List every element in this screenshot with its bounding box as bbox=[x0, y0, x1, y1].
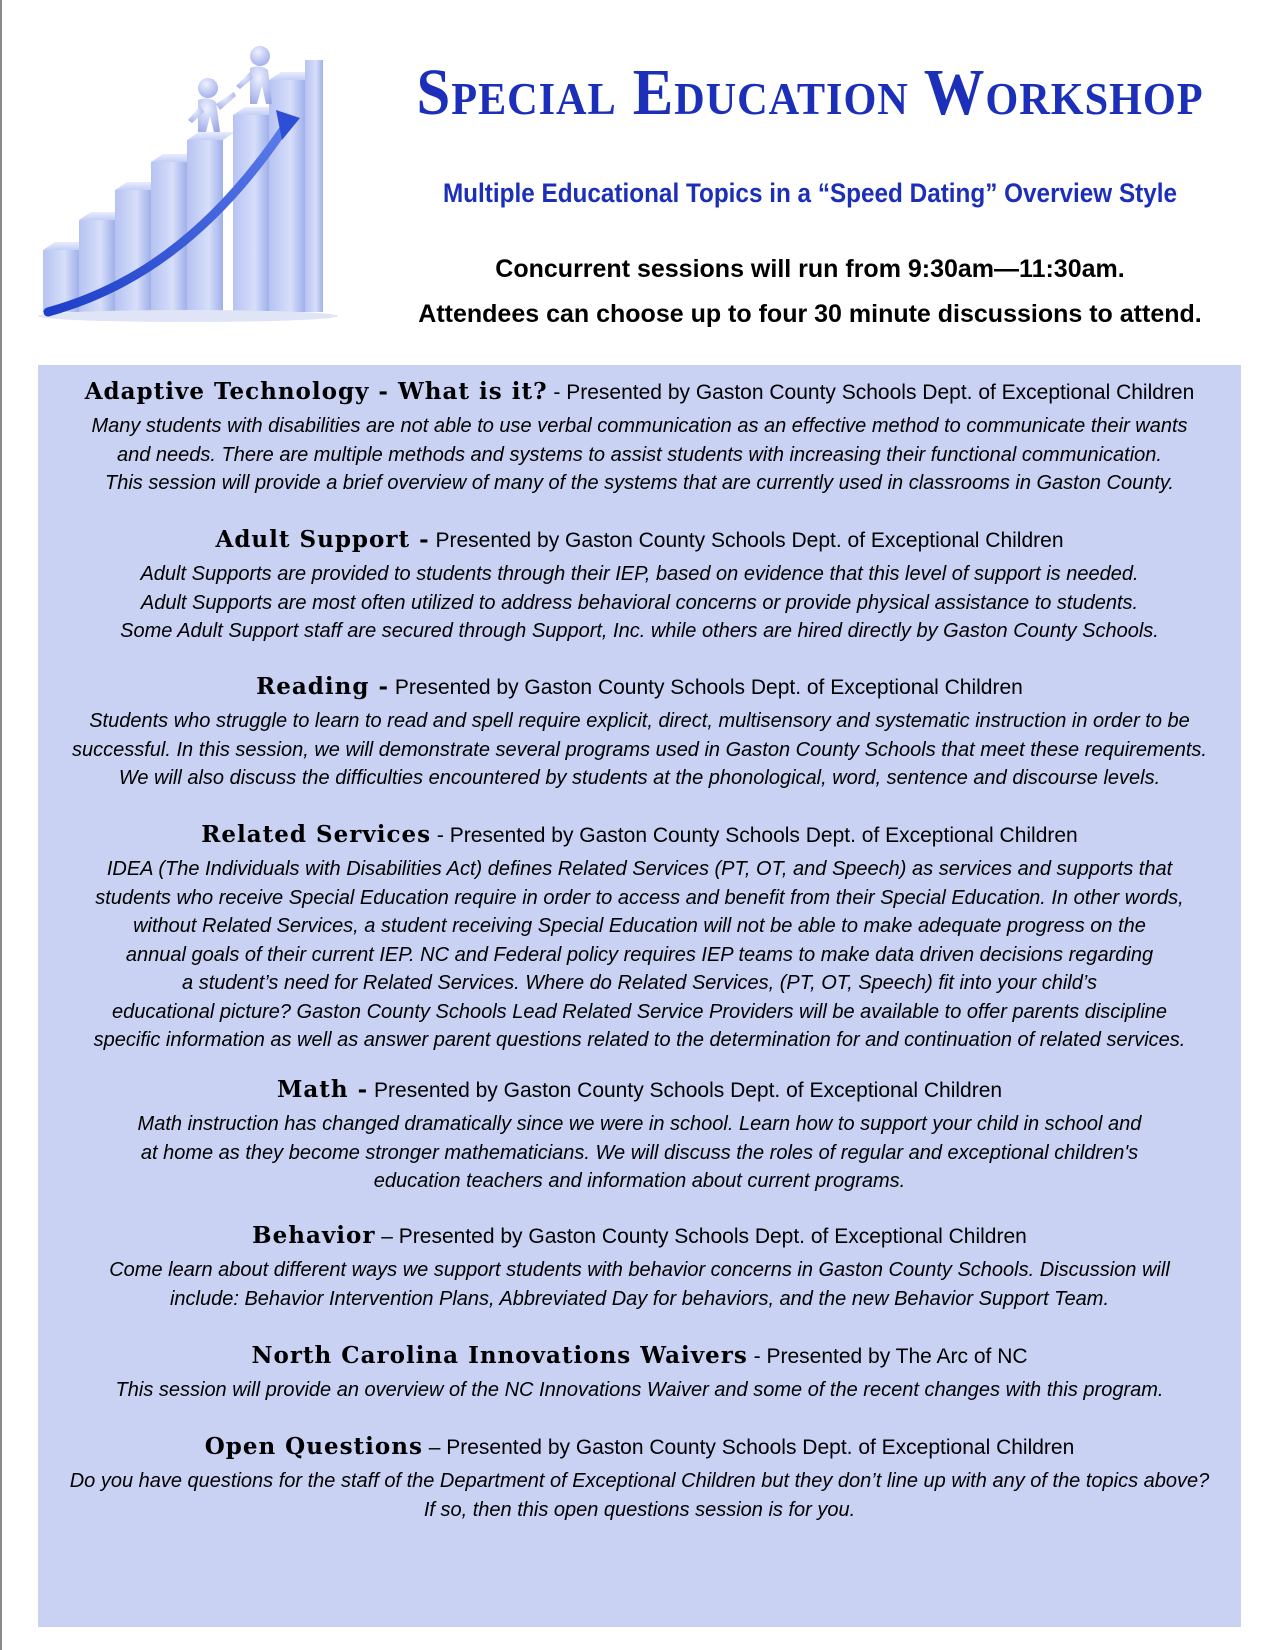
topic-open-questions bbox=[38, 1432, 1241, 1524]
workshop-title: Special Education Workshop bbox=[416, 56, 1204, 129]
topic-reading bbox=[38, 672, 1241, 793]
topic-title: Behavior bbox=[252, 1222, 376, 1249]
topic-title: Related Services bbox=[201, 821, 432, 848]
topic-title: Reading - bbox=[256, 673, 389, 700]
topic-description: IDEA (The Individuals with Disabilities Act) defines Related Services (PT, OT, and Speech) as services and supports that students who receive Special Education require in order to access and benefit from their Special Education. In other words, without Related Services, a student receiving Special Education will not be able to make adequate progress on the annual goals of their current IEP. NC and Federal policy requires IEP teams to make data driven decisions regarding a student’s need for Related Services. Where do Related Services, (PT, OT, Speech) fit into your child’s educational picture? Gaston County Schools Lead Related Service Providers will be available to offer parents discipline specific information as well as answer parent questions related to the determination for and continuation of related services. bbox=[93, 858, 1186, 1051]
growth-chart-figures-icon bbox=[38, 40, 368, 330]
topic-description: This session will provide an overview of the NC Innovations Waiver and some of the recent changes with this program. bbox=[115, 1379, 1164, 1401]
workshop-subtitle: Multiple Educational Topics in a “Speed Dating” Overview Style bbox=[442, 178, 1178, 208]
session-time: Concurrent sessions will run from 9:30am—11:30am. bbox=[495, 255, 1125, 283]
topic-presenter: - Presented by The Arc of NC bbox=[747, 1345, 1028, 1368]
topic-adaptive-technology bbox=[38, 377, 1241, 498]
topic-description: Do you have questions for the staff of the Department of Exceptional Children but they don’t line up with any of the topics above? If so, then this open questions session is for you. bbox=[69, 1470, 1210, 1521]
topic-presenter: – Presented by Gaston County Schools Dept. of Exceptional Children bbox=[422, 1436, 1075, 1459]
topic-behavior bbox=[38, 1221, 1241, 1313]
topic-description: Come learn about different ways we support students with behavior concerns in Gaston County Schools. Discussion will include: Behavior Intervention Plans, Abbreviated Day for behaviors, and the new Behavior Support Team. bbox=[109, 1259, 1170, 1310]
topic-description: Math instruction has changed dramatically since we were in school. Learn how to support your child in school and at home as they become stronger mathematicians. We will discuss the roles of regular and exceptional children's education teachers and information about current programs. bbox=[137, 1113, 1142, 1192]
topics-panel bbox=[38, 365, 1241, 1627]
topic-description: Students who struggle to learn to read and spell require explicit, direct, multisensory and systematic instruction in order to be successful. In this session, we will demonstrate several programs used in Gaston County Schools that meet these requirements. We will also discuss the difficulties encountered by students at the phonological, word, sentence and discourse levels. bbox=[72, 710, 1207, 789]
topic-presenter: Presented by Gaston County Schools Dept. of Exceptional Children bbox=[388, 676, 1023, 699]
topic-title: Math - bbox=[276, 1076, 369, 1103]
page-left-border bbox=[0, 0, 2, 1650]
attendance-info: Attendees can choose up to four 30 minute discussions to attend. bbox=[418, 300, 1202, 328]
topic-presenter: - Presented by Gaston County Schools Dept. of Exceptional Children bbox=[431, 824, 1078, 847]
topic-related-services bbox=[38, 820, 1241, 1055]
topic-presenter: - Presented by Gaston County Schools Dept. of Exceptional Children bbox=[547, 381, 1195, 404]
topic-title: Adaptive Technology - What is it? bbox=[84, 378, 548, 405]
topic-description: Adult Supports are provided to students through their IEP, based on evidence that this level of support is needed. Adult Supports are most often utilized to address behavioral concerns or provide physical assistance to students. Some Adult Support staff are secured through Support, Inc. while others are hired directly by Gaston County Schools. bbox=[120, 563, 1159, 642]
topic-title: Adult Support - bbox=[215, 526, 430, 553]
topic-adult-support bbox=[38, 525, 1241, 646]
topic-nc-innovations-waivers bbox=[38, 1341, 1241, 1405]
topic-description: Many students with disabilities are not able to use verbal communication as an effective method to communicate their wants and needs. There are multiple methods and systems to assist students with increasing their functional communication. This session will provide a brief overview of many of the systems that are currently used in classrooms in Gaston County. bbox=[91, 415, 1188, 494]
topic-presenter: Presented by Gaston County Schools Dept. of Exceptional Children bbox=[429, 529, 1064, 552]
topic-math bbox=[38, 1075, 1241, 1196]
topic-title: Open Questions bbox=[204, 1433, 423, 1460]
topic-presenter: – Presented by Gaston County Schools Dept. of Exceptional Children bbox=[375, 1225, 1027, 1248]
topic-presenter: Presented by Gaston County Schools Dept. of Exceptional Children bbox=[368, 1079, 1003, 1102]
topic-title: North Carolina Innovations Waivers bbox=[251, 1342, 748, 1369]
